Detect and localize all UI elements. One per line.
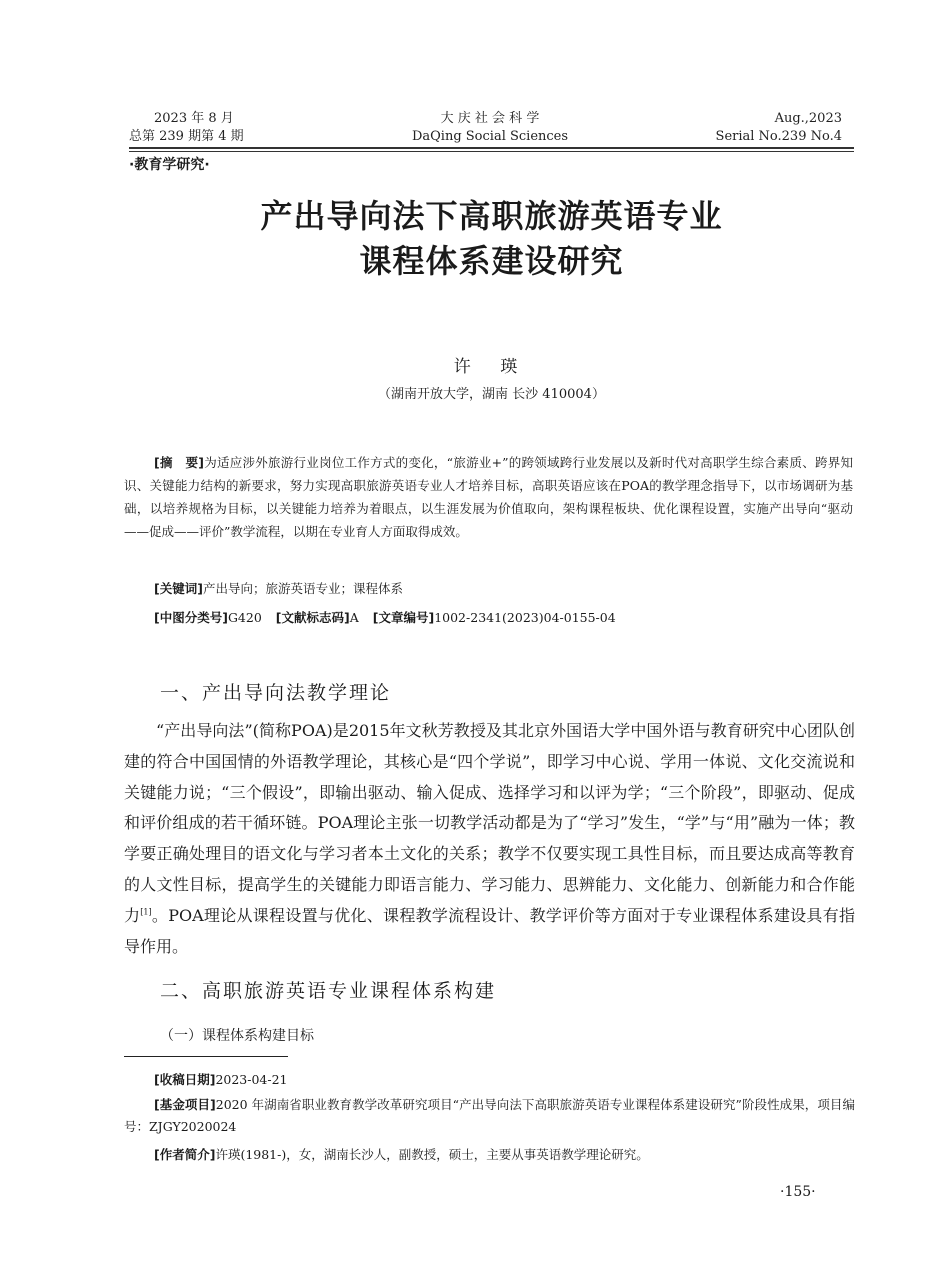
header-rule-thick xyxy=(129,147,854,149)
abstract-label: [摘 要] xyxy=(154,455,204,470)
journal-name-en: DaQing Social Sciences xyxy=(411,129,569,144)
header-right xyxy=(660,110,842,146)
received-value: 2023-04-21 xyxy=(215,1072,288,1087)
page-number: ·155· xyxy=(780,1184,816,1200)
section-1-heading: 一、产出导向法教学理论 xyxy=(160,682,392,704)
keywords-text: 产出导向；旅游英语专业；课程体系 xyxy=(202,581,403,596)
section-tag: ·教育学研究· xyxy=(129,157,210,173)
title-line-2: 课程体系建设研究 xyxy=(359,242,624,280)
author-affiliation: （湖南开放大学，湖南 长沙 410004） xyxy=(378,387,605,402)
article-number-label: [文章编号] xyxy=(372,610,435,625)
section-1-paragraph-end: 。POA理论从课程设置与优化、课程教学流程设计、教学评价等方面对于专业课程体系建设具有指导作用。 xyxy=(124,905,855,956)
doc-code-label: [文献标志码] xyxy=(275,610,350,625)
fund-value: 2020 年湖南省职业教育教学改革研究项目“产出导向法下高职旅游英语专业课程体系建设研究”阶段性成果，项目编号：ZJGY2020024 xyxy=(124,1097,855,1134)
paper-title xyxy=(129,194,854,284)
journal-name-cn: 大 庆 社 会 科 学 xyxy=(440,111,540,126)
author-bio-value: 许瑛(1981-)，女，湖南长沙人，副教授，硕士，主要从事英语教学理论研究。 xyxy=(215,1147,649,1162)
footnote-rule xyxy=(124,1056,288,1057)
keywords xyxy=(154,578,403,600)
fund-label: [基金项目] xyxy=(154,1097,216,1112)
section-1-body xyxy=(124,716,855,962)
section-2-subheading: （一）课程体系构建目标 xyxy=(160,1028,314,1044)
received-label: [收稿日期] xyxy=(154,1072,216,1087)
author-bio-label: [作者简介] xyxy=(154,1147,216,1162)
author-name: 许 瑛 xyxy=(453,357,530,377)
article-number-value: 1002-2341(2023)04-0155-04 xyxy=(434,610,616,625)
abstract-text: 为适应涉外旅游行业岗位工作方式的变化，“旅游业+”的跨领域跨行业发展以及新时代对高职学生综合素质、跨界知识、关键能力结构的新要求，努力实现高职旅游英语专业人才培养目标，高职英语应该在POA的教学理念指导下，以市场调研为基础，以培养规格为目标，以关键能力培养为着眼点，以生涯发展为价值取向，架构课程板块、优化课程设置，实施产出导向“驱动——促成——评价”教学流程，以期在专业育人方面取得成效。 xyxy=(124,455,853,539)
header-center xyxy=(380,110,600,146)
section-2-heading: 二、高职旅游英语专业课程体系构建 xyxy=(160,980,497,1002)
footnote-received xyxy=(124,1069,855,1091)
footnote-author xyxy=(124,1144,855,1166)
keywords-label: [关键词] xyxy=(154,581,203,596)
header-rule-thin xyxy=(129,151,854,152)
section-1-paragraph: “产出导向法”(简称POA)是2015年文秋芳教授及其北京外国语大学中国外语与教育研究中心团队创建的符合中国国情的外语教学理论，其核心是“四个学说”，即学习中心说、学用一体说、文化交流说和关键能力说；“三个假设”，即输出驱动、输入促成、选择学习和以评为学；“三个阶段”，即驱动、促成和评价组成的若干循环链。POA理论主张一切教学活动都是为了“学习”发生，“学”与“用”融为一体；教学要正确处理目的语文化与学习者本土文化的关系；教学不仅要实现工具性目标，而且要达成高等教育的人文性目标，提高学生的关键能力即语言能力、学习能力、思辨能力、文化能力、创新能力和合作能力 xyxy=(124,721,855,925)
header-serial-en: Serial No.239 No.4 xyxy=(715,129,842,144)
header-issue: 总第 239 期第 4 期 xyxy=(129,129,244,144)
classification-line xyxy=(154,607,616,629)
header-date-en: Aug.,2023 xyxy=(774,111,842,126)
citation-ref: [1] xyxy=(140,907,152,917)
doc-code-value: A xyxy=(349,610,359,625)
footnote-fund xyxy=(124,1094,855,1138)
header-left xyxy=(129,110,319,146)
title-line-1: 产出导向法下高职旅游英语专业 xyxy=(260,197,723,235)
abstract xyxy=(124,451,853,543)
clc-label: [中图分类号] xyxy=(154,610,228,625)
header-date: 2023 年 8 月 xyxy=(154,111,234,126)
clc-value: G420 xyxy=(227,610,262,625)
